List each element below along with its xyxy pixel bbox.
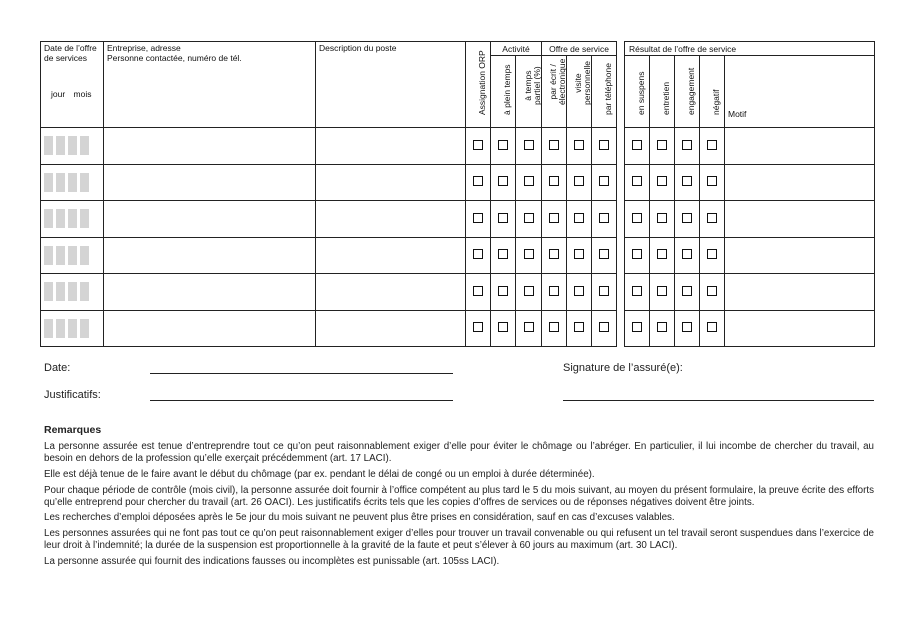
assignation-orp-checkbox[interactable] xyxy=(473,249,483,259)
en-suspens-cell xyxy=(625,201,650,238)
engagement-cell xyxy=(675,274,700,311)
header-telephone-label: par téléphone xyxy=(603,62,613,115)
entretien-cell xyxy=(650,164,675,201)
date-cell xyxy=(41,310,104,347)
header-activite: Activité xyxy=(491,42,542,56)
date-line[interactable] xyxy=(150,373,453,374)
header-par-ecrit-label: par écrit / électronique xyxy=(548,59,568,106)
table-row xyxy=(41,128,875,165)
date-digit-boxes xyxy=(41,311,103,347)
description-cell[interactable] xyxy=(316,237,466,274)
assignation-orp-checkbox[interactable] xyxy=(473,176,483,186)
column-gap xyxy=(617,128,625,165)
par-ecrit-cell xyxy=(542,310,567,347)
remark-paragraph: Les recherches d’emploi déposées après le 5e jour du mois suivant ne peuvent plus être prises en considération, sauf en cas d’excuses valables. xyxy=(44,512,675,524)
visite-personnelle-cell xyxy=(567,164,592,201)
par-ecrit-checkbox[interactable] xyxy=(549,176,559,186)
plein-temps-checkbox[interactable] xyxy=(498,213,508,223)
par-telephone-cell xyxy=(592,128,617,165)
date-digit-box[interactable] xyxy=(68,246,77,265)
header-par-ecrit xyxy=(542,56,567,128)
description-cell[interactable] xyxy=(316,128,466,165)
visite-personnelle-checkbox[interactable] xyxy=(574,176,584,186)
temps-partiel-checkbox[interactable] xyxy=(524,322,534,332)
column-gap xyxy=(617,164,625,201)
date-digit-box[interactable] xyxy=(44,282,53,301)
assignation-orp-cell xyxy=(466,164,491,201)
remark-paragraph: La personne assurée est tenue d’entreprendre tout ce qu’on peut raisonnablement exiger d’elle pour éviter le chômage ou l’abréger. En particulier, il lui incombe de chercher du travail, au besoin en dehors de la profession qu’elle exerçait précédemment (art. 17 LACI). xyxy=(44,440,874,464)
header-assignation-label: Assignation ORP xyxy=(477,49,487,115)
temps-partiel-checkbox[interactable] xyxy=(524,249,534,259)
column-gap xyxy=(617,42,625,128)
assignation-orp-cell xyxy=(466,274,491,311)
plein-temps-cell xyxy=(491,201,516,238)
assignation-orp-checkbox[interactable] xyxy=(473,140,483,150)
en-suspens-checkbox[interactable] xyxy=(632,213,642,223)
header-en-suspens xyxy=(625,56,650,128)
en-suspens-cell xyxy=(625,237,650,274)
header-visite xyxy=(567,56,592,128)
par-telephone-cell xyxy=(592,164,617,201)
plein-temps-checkbox[interactable] xyxy=(498,249,508,259)
description-cell[interactable] xyxy=(316,274,466,311)
header-assignation xyxy=(466,42,491,128)
date-cell xyxy=(41,201,104,238)
date-cell xyxy=(41,237,104,274)
signature-label: Signature de l’assuré(e): xyxy=(563,362,683,374)
table-row xyxy=(41,237,875,274)
header-temps-partiel-label: à temps partiel (%) xyxy=(522,66,542,106)
en-suspens-checkbox[interactable] xyxy=(632,249,642,259)
header-resultat: Résultat de l’offre de service xyxy=(625,42,875,56)
date-cell xyxy=(41,164,104,201)
negatif-cell xyxy=(700,237,725,274)
temps-partiel-cell xyxy=(516,128,542,165)
en-suspens-cell xyxy=(625,164,650,201)
engagement-cell xyxy=(675,310,700,347)
temps-partiel-cell xyxy=(516,201,542,238)
engagement-checkbox[interactable] xyxy=(682,140,692,150)
remark-paragraph: Pour chaque période de contrôle (mois civil), la personne assurée doit fournir à l’office compétent au plus tard le 5 du mois suivant, au moyen du présent formulaire, la preuve écrite des efforts qu’elle entreprend pour chercher du travail (art. 26 OACI). Les justificatifs écrits tels que les copies d’offres de services ou de réponses négatives doivent être joints. xyxy=(44,484,874,508)
date-cell xyxy=(41,274,104,311)
plein-temps-cell xyxy=(491,164,516,201)
entretien-checkbox[interactable] xyxy=(657,322,667,332)
par-telephone-checkbox[interactable] xyxy=(599,286,609,296)
en-suspens-checkbox[interactable] xyxy=(632,322,642,332)
par-ecrit-cell xyxy=(542,274,567,311)
entretien-cell xyxy=(650,274,675,311)
en-suspens-cell xyxy=(625,274,650,311)
table-row xyxy=(41,274,875,311)
remark-paragraph: Elle est déjà tenue de le faire avant le début du chômage (par ex. pendant le délai de congé ou un emploi à durée déterminée). xyxy=(44,468,595,480)
column-gap xyxy=(617,237,625,274)
negatif-cell xyxy=(700,164,725,201)
motif-cell[interactable] xyxy=(725,237,875,274)
header-visite-label: visite personnelle xyxy=(573,61,593,106)
visite-personnelle-checkbox[interactable] xyxy=(574,249,584,259)
date-digit-box[interactable] xyxy=(80,136,89,155)
visite-personnelle-checkbox[interactable] xyxy=(574,140,584,150)
header-engagement-label: engagement xyxy=(686,67,696,115)
par-telephone-checkbox[interactable] xyxy=(599,176,609,186)
header-entreprise-line2: Personne contactée, numéro de tél. xyxy=(107,52,242,63)
plein-temps-checkbox[interactable] xyxy=(498,322,508,332)
entreprise-cell[interactable] xyxy=(104,201,316,238)
remarks-section xyxy=(44,424,874,572)
engagement-cell xyxy=(675,201,700,238)
par-telephone-checkbox[interactable] xyxy=(599,140,609,150)
date-digit-box[interactable] xyxy=(68,173,77,192)
date-digit-boxes xyxy=(41,274,103,310)
signature-line[interactable] xyxy=(563,400,874,401)
date-digit-box[interactable] xyxy=(44,136,53,155)
header-jour-mois: jour mois xyxy=(51,88,92,99)
par-ecrit-cell xyxy=(542,128,567,165)
assignation-orp-cell xyxy=(466,201,491,238)
date-digit-box[interactable] xyxy=(68,319,77,338)
negatif-checkbox[interactable] xyxy=(707,322,717,332)
motif-cell[interactable] xyxy=(725,310,875,347)
visite-personnelle-cell xyxy=(567,128,592,165)
negatif-cell xyxy=(700,201,725,238)
date-digit-box[interactable] xyxy=(80,319,89,338)
header-entreprise xyxy=(104,42,316,128)
date-digit-box[interactable] xyxy=(68,282,77,301)
engagement-cell xyxy=(675,164,700,201)
remark-paragraph: Les personnes assurées qui ne font pas tout ce qu’on peut raisonnablement exiger d’elles pour trouver un travail convenable ou qui refusent un tel travail seront suspendues dans l’exercice de leur droit à l’indemnité; la durée de la suspension est proportionnelle à la gravité de la faute et peut s’élever à 60 jours au maximum (art. 30 LACI). xyxy=(44,528,874,552)
date-cell xyxy=(41,128,104,165)
date-digit-boxes xyxy=(41,165,103,201)
temps-partiel-checkbox[interactable] xyxy=(524,176,534,186)
entretien-cell xyxy=(650,201,675,238)
negatif-checkbox[interactable] xyxy=(707,140,717,150)
assignation-orp-cell xyxy=(466,237,491,274)
par-telephone-cell xyxy=(592,201,617,238)
negatif-checkbox[interactable] xyxy=(707,286,717,296)
table-row xyxy=(41,201,875,238)
negatif-checkbox[interactable] xyxy=(707,213,717,223)
plein-temps-cell xyxy=(491,237,516,274)
date-digit-box[interactable] xyxy=(80,173,89,192)
temps-partiel-cell xyxy=(516,164,542,201)
table-row xyxy=(41,310,875,347)
header-en-suspens-label: en suspens xyxy=(636,71,646,115)
header-engagement xyxy=(675,56,700,128)
par-telephone-cell xyxy=(592,310,617,347)
description-cell[interactable] xyxy=(316,310,466,347)
date-digit-box[interactable] xyxy=(80,209,89,228)
assignation-orp-checkbox[interactable] xyxy=(473,213,483,223)
header-offre: Offre de service xyxy=(542,42,617,56)
date-digit-box[interactable] xyxy=(44,209,53,228)
negatif-cell xyxy=(700,274,725,311)
plein-temps-cell xyxy=(491,128,516,165)
par-ecrit-cell xyxy=(542,201,567,238)
header-entretien xyxy=(650,56,675,128)
engagement-cell xyxy=(675,128,700,165)
temps-partiel-cell xyxy=(516,310,542,347)
par-telephone-cell xyxy=(592,274,617,311)
job-search-table xyxy=(40,41,875,347)
motif-cell[interactable] xyxy=(725,274,875,311)
plein-temps-cell xyxy=(491,274,516,311)
par-ecrit-checkbox[interactable] xyxy=(549,249,559,259)
entretien-cell xyxy=(650,128,675,165)
entretien-checkbox[interactable] xyxy=(657,249,667,259)
header-negatif xyxy=(700,56,725,128)
header-entreprise-line1: Entreprise, adresse xyxy=(107,43,181,53)
en-suspens-cell xyxy=(625,310,650,347)
negatif-checkbox[interactable] xyxy=(707,176,717,186)
par-ecrit-cell xyxy=(542,164,567,201)
temps-partiel-cell xyxy=(516,274,542,311)
motif-cell[interactable] xyxy=(725,164,875,201)
date-digit-box[interactable] xyxy=(68,209,77,228)
entreprise-cell[interactable] xyxy=(104,310,316,347)
engagement-checkbox[interactable] xyxy=(682,322,692,332)
entretien-checkbox[interactable] xyxy=(657,286,667,296)
negatif-cell xyxy=(700,310,725,347)
plein-temps-cell xyxy=(491,310,516,347)
table-body xyxy=(41,128,875,347)
date-digit-box[interactable] xyxy=(44,246,53,265)
header-date xyxy=(41,42,104,128)
header-date-label: Date de l’offre de services xyxy=(44,43,97,63)
column-gap xyxy=(617,310,625,347)
date-digit-box[interactable] xyxy=(56,173,65,192)
header-telephone xyxy=(592,56,617,128)
plein-temps-checkbox[interactable] xyxy=(498,140,508,150)
motif-cell[interactable] xyxy=(725,201,875,238)
date-digit-box[interactable] xyxy=(44,319,53,338)
date-digit-box[interactable] xyxy=(56,209,65,228)
header-entretien-label: entretien xyxy=(661,81,671,115)
remarks-title: Remarques xyxy=(44,424,102,436)
date-digit-box[interactable] xyxy=(68,136,77,155)
temps-partiel-cell xyxy=(516,237,542,274)
visite-personnelle-cell xyxy=(567,237,592,274)
justificatifs-line[interactable] xyxy=(150,400,453,401)
date-digit-box[interactable] xyxy=(56,282,65,301)
par-ecrit-checkbox[interactable] xyxy=(549,140,559,150)
visite-personnelle-cell xyxy=(567,274,592,311)
justificatifs-label: Justificatifs: xyxy=(44,389,101,401)
column-gap xyxy=(617,274,625,311)
entreprise-cell[interactable] xyxy=(104,128,316,165)
par-telephone-checkbox[interactable] xyxy=(599,213,609,223)
par-telephone-checkbox[interactable] xyxy=(599,322,609,332)
header-plein-temps xyxy=(491,56,516,128)
temps-partiel-checkbox[interactable] xyxy=(524,213,534,223)
date-digit-boxes xyxy=(41,238,103,274)
entretien-checkbox[interactable] xyxy=(657,176,667,186)
assignation-orp-checkbox[interactable] xyxy=(473,322,483,332)
entreprise-cell[interactable] xyxy=(104,164,316,201)
header-negatif-label: négatif xyxy=(711,89,721,115)
date-digit-box[interactable] xyxy=(80,282,89,301)
par-ecrit-checkbox[interactable] xyxy=(549,286,559,296)
engagement-checkbox[interactable] xyxy=(682,286,692,296)
entreprise-cell[interactable] xyxy=(104,274,316,311)
engagement-checkbox[interactable] xyxy=(682,176,692,186)
date-digit-boxes xyxy=(41,201,103,237)
engagement-checkbox[interactable] xyxy=(682,249,692,259)
date-digit-box[interactable] xyxy=(44,173,53,192)
en-suspens-checkbox[interactable] xyxy=(632,286,642,296)
engagement-checkbox[interactable] xyxy=(682,213,692,223)
entretien-checkbox[interactable] xyxy=(657,213,667,223)
header-description: Description du poste xyxy=(316,42,466,128)
entretien-cell xyxy=(650,310,675,347)
assignation-orp-cell xyxy=(466,310,491,347)
en-suspens-cell xyxy=(625,128,650,165)
par-ecrit-cell xyxy=(542,237,567,274)
en-suspens-checkbox[interactable] xyxy=(632,176,642,186)
negatif-checkbox[interactable] xyxy=(707,249,717,259)
header-plein-temps-label: à plein temps xyxy=(502,64,512,115)
date-digit-box[interactable] xyxy=(56,136,65,155)
plein-temps-checkbox[interactable] xyxy=(498,176,508,186)
visite-personnelle-cell xyxy=(567,310,592,347)
date-digit-box[interactable] xyxy=(56,319,65,338)
table-row xyxy=(41,164,875,201)
visite-personnelle-checkbox[interactable] xyxy=(574,286,584,296)
par-ecrit-checkbox[interactable] xyxy=(549,213,559,223)
date-digit-box[interactable] xyxy=(56,246,65,265)
date-digit-boxes xyxy=(41,128,103,164)
remark-paragraph: La personne assurée qui fournit des indications fausses ou incomplètes est punissable (art. 105ss LACI). xyxy=(44,556,500,568)
assignation-orp-cell xyxy=(466,128,491,165)
header-motif: Motif xyxy=(725,56,875,128)
entretien-checkbox[interactable] xyxy=(657,140,667,150)
description-cell[interactable] xyxy=(316,201,466,238)
par-ecrit-checkbox[interactable] xyxy=(549,322,559,332)
engagement-cell xyxy=(675,237,700,274)
plein-temps-checkbox[interactable] xyxy=(498,286,508,296)
entreprise-cell[interactable] xyxy=(104,237,316,274)
header-temps-partiel xyxy=(516,56,542,128)
entretien-cell xyxy=(650,237,675,274)
temps-partiel-checkbox[interactable] xyxy=(524,286,534,296)
visite-personnelle-cell xyxy=(567,201,592,238)
date-digit-box[interactable] xyxy=(80,246,89,265)
en-suspens-checkbox[interactable] xyxy=(632,140,642,150)
description-cell[interactable] xyxy=(316,164,466,201)
negatif-cell xyxy=(700,128,725,165)
par-telephone-checkbox[interactable] xyxy=(599,249,609,259)
par-telephone-cell xyxy=(592,237,617,274)
date-label: Date: xyxy=(44,362,71,374)
column-gap xyxy=(617,201,625,238)
visite-personnelle-checkbox[interactable] xyxy=(574,213,584,223)
assignation-orp-checkbox[interactable] xyxy=(473,286,483,296)
visite-personnelle-checkbox[interactable] xyxy=(574,322,584,332)
temps-partiel-checkbox[interactable] xyxy=(524,140,534,150)
motif-cell[interactable] xyxy=(725,128,875,165)
